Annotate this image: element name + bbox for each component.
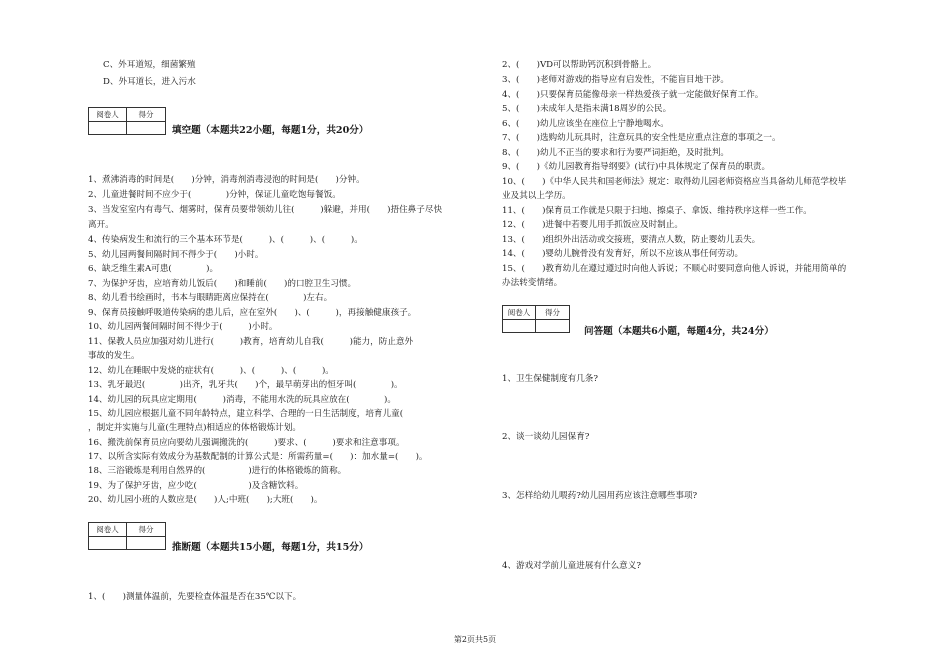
judge-line: 15、( )教育幼儿在遵过遵过时向他人诉说；不顺心时要同意向他人诉说，并能用简单的 (502, 264, 847, 274)
judge-line: 13、( )组织外出活动或交接班，要清点人数，防止婴幼儿丢失。 (502, 235, 761, 245)
judge-line: 5、( )未成年人是指未满18周岁的公民。 (502, 104, 672, 114)
grader-blank (89, 536, 127, 549)
option-c: C、外耳道短，细菌繁殖 (103, 60, 196, 70)
qa-question: 4、游戏对学前儿童进展有什么意义? (502, 561, 641, 571)
score-box-blank-row (88, 536, 166, 550)
judge-line: 4、( )只要保育员能像母亲一样热爱孩子就一定能做好保育工作。 (502, 90, 764, 100)
judge-line: 1、( )测量体温前，先要检查体温是否在35℃以下。 (88, 592, 302, 602)
page-number: 第2页共5页 (453, 635, 497, 644)
judge-line: 办法转变情绪。 (502, 278, 563, 288)
judge-line: 6、( )幼儿应该坐在座位上宁静地喝水。 (502, 119, 669, 129)
fill-line: 15、幼儿园应根据儿童不同年龄特点，建立科学、合理的一日生活制度，培育儿童( (88, 409, 429, 419)
fill-line: 6、缺乏维生素A可患( )。 (88, 264, 219, 274)
score-box (502, 305, 570, 320)
option-d: D、外耳道长，进入污水 (103, 77, 196, 87)
qa-question: 3、怎样给幼儿喂药?幼儿园用药应该注意哪些事项? (502, 491, 698, 501)
fill-line: 19、为了保护牙齿，应少吃( )及含糖饮料。 (88, 481, 304, 491)
judge-line: 10、( )《中华人民共和国老师法》规定：取得幼儿园老师资格应当具备幼儿师范学校毕 (502, 177, 847, 187)
fill-line: 17、以所含实际有效成分为基数配制的计算公式是：所需药量=( )：加水量=( )。 (88, 452, 428, 462)
score-blank (127, 121, 165, 134)
fill-line: 8、幼儿看书绘画时，书本与眼睛距离应保持在( )左右。 (88, 293, 333, 303)
fill-line: 5、幼儿园两餐间隔时间不得少于( )小时。 (88, 250, 264, 260)
score-label: 得分 (138, 525, 154, 534)
fill-line: 10、幼儿园两餐间隔时间不得少于( )小时。 (88, 322, 278, 332)
grader-label: 阅卷人 (89, 523, 127, 536)
qa-question: 2、谈一谈幼儿园保育? (502, 432, 590, 442)
fill-line: 1、煮沸消毒的时间是( )分钟，消毒剂消毒浸泡的时间是( )分钟。 (88, 175, 365, 185)
fill-line: 2、儿童进餐时间不应少于( )分钟，保证儿童吃饱每餐饭。 (88, 190, 341, 200)
judge-line: 业及其以上学历。 (502, 191, 571, 201)
judge-line: 2、( )VD可以帮助钙沉积到骨骼上。 (502, 60, 657, 70)
score-blank (127, 536, 165, 549)
judge-line: 11、( )保育员工作就是只限于扫地、擦桌子、拿饭、维持秩序这样一些工作。 (502, 206, 812, 216)
grader-blank (503, 319, 536, 332)
fill-line: 7、为保护牙齿，应培育幼儿饭后( )和睡前( )的口腔卫生习惯。 (88, 279, 357, 289)
judge-line: 8、( )幼儿不正当的要求和行为要严词拒绝，及时批判。 (502, 148, 730, 158)
fill-line: 18、三浴锻炼是利用自然界的( )进行的体格锻炼的简称。 (88, 466, 347, 476)
grader-label: 阅卷人 (89, 108, 127, 121)
score-box (88, 522, 166, 537)
fill-line: 11、保教人员应加强对幼儿进行( )教育，培育幼儿自我( )能力，防止意外 (88, 337, 414, 347)
judge-section-title: 推断题（本题共15小题，每题1分，共15分） (172, 542, 369, 553)
fill-line: 3、当发室室内有毒气、烟雾时，保育员要带领幼儿往( )躲避，并用( )捂住鼻子尽快 (88, 205, 443, 215)
score-box-blank-row (502, 319, 570, 333)
score-label: 得分 (138, 110, 154, 119)
judge-line: 12、( )进餐中若婴儿用手抓饭应及时制止。 (502, 220, 683, 230)
fill-line: 14、幼儿园的玩具应定期用( )消毒，不能用水洗的玩具应放在( )。 (88, 395, 396, 405)
score-box (88, 107, 166, 122)
score-box-blank-row (88, 121, 166, 135)
qa-question: 1、卫生保健制度有几条? (502, 374, 599, 384)
grader-label: 阅卷人 (503, 306, 536, 319)
fill-line: 9、保育员接触呼吸道传染病的患儿后，应在室外( )、( )，再接触健康孩子。 (88, 308, 417, 318)
fill-line: 16、搬洗前保育员应向要幼儿强调搬洗的( )要求、( )要求和注意事项。 (88, 438, 405, 448)
score-blank (536, 319, 569, 332)
fill-section-title: 填空题（本题共22小题，每题1分，共20分） (172, 125, 369, 136)
score-label: 得分 (545, 308, 560, 317)
fill-line: 12、幼儿在睡眠中发烧的症状有( )、( )、( )。 (88, 366, 334, 376)
judge-line: 3、( )老师对游戏的指导应有启发性，不能盲目地干涉。 (502, 75, 730, 85)
fill-line: 离开。 (88, 220, 114, 230)
judge-line: 9、( )《幼儿园教育指导纲要》(试行)中具体规定了保育员的职责。 (502, 162, 771, 172)
judge-line: 14、( )婴幼儿腕骨没有发育好，所以不应该从事任何劳动。 (502, 249, 744, 259)
fill-line: 20、幼儿园小班的人数应是( )人;中班( );大班( )。 (88, 495, 323, 505)
fill-line: 事故的发生。 (88, 351, 140, 361)
judge-line: 7、( )选购幼儿玩具时，注意玩具的安全性是应重点注意的事项之一。 (502, 133, 781, 143)
fill-line: 13、乳牙最迟( )出齐，乳牙共( )个，最早萌芽出的恒牙叫( )。 (88, 380, 403, 390)
fill-line: ，制定并实施与儿童(生理特点)相适应的体格锻炼计划。 (88, 423, 301, 433)
qa-section-title: 问答题（本题共6小题，每题4分，共24分） (584, 326, 774, 337)
grader-blank (89, 121, 127, 134)
fill-line: 4、传染病发生和流行的三个基本环节是( )、( )、( )。 (88, 235, 363, 245)
